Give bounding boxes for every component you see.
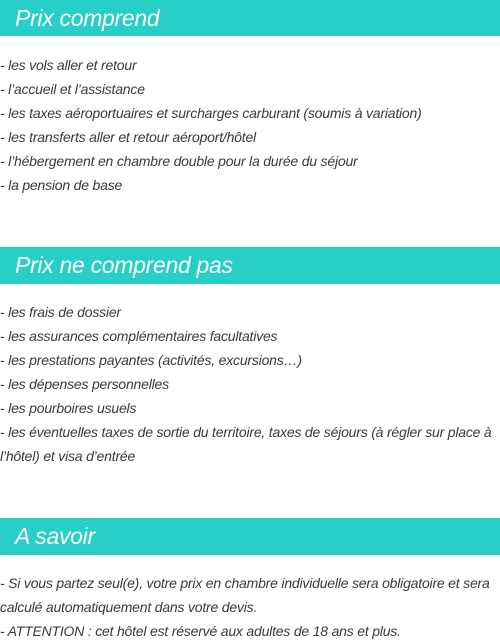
section-header-prix-comprend: [0, 0, 500, 36]
list-item: - les assurances complémentaires facultatives: [0, 324, 500, 348]
section-title: A savoir: [15, 523, 95, 549]
list-item: - l’accueil et l’assistance: [0, 77, 500, 101]
list-item: - Si vous partez seul(e), votre prix en chambre individuelle sera obligatoire et sera calculé automatiquement dans votre devis.: [0, 571, 500, 619]
section-header-a-savoir: [0, 518, 500, 555]
section-title: Prix comprend: [15, 5, 160, 31]
list-item: - l’hébergement en chambre double pour la durée du séjour: [0, 149, 500, 173]
list-item: - les dépenses personnelles: [0, 372, 500, 396]
list-item: - ATTENTION : cet hôtel est réservé aux adultes de 18 ans et plus.: [0, 619, 500, 643]
list-item: - les transferts aller et retour aéroport/hôtel: [0, 125, 500, 149]
section-header-prix-ne-comprend-pas: [0, 247, 500, 284]
list-item: - les pourboires usuels: [0, 396, 500, 420]
list-item: - les vols aller et retour: [0, 53, 500, 77]
list-item: - les prestations payantes (activités, excursions…): [0, 348, 500, 372]
list-item: - les taxes aéroportuaires et surcharges carburant (soumis à variation): [0, 101, 500, 125]
included-list: [0, 53, 500, 197]
good-to-know-list: [0, 571, 500, 643]
not-included-list: [0, 300, 500, 468]
list-item: - la pension de base: [0, 173, 500, 197]
list-item: - les frais de dossier: [0, 300, 500, 324]
list-item: - les éventuelles taxes de sortie du territoire, taxes de séjours (à régler sur place à l’hôtel) et visa d’entrée: [0, 420, 500, 468]
section-title: Prix ne comprend pas: [15, 252, 233, 278]
